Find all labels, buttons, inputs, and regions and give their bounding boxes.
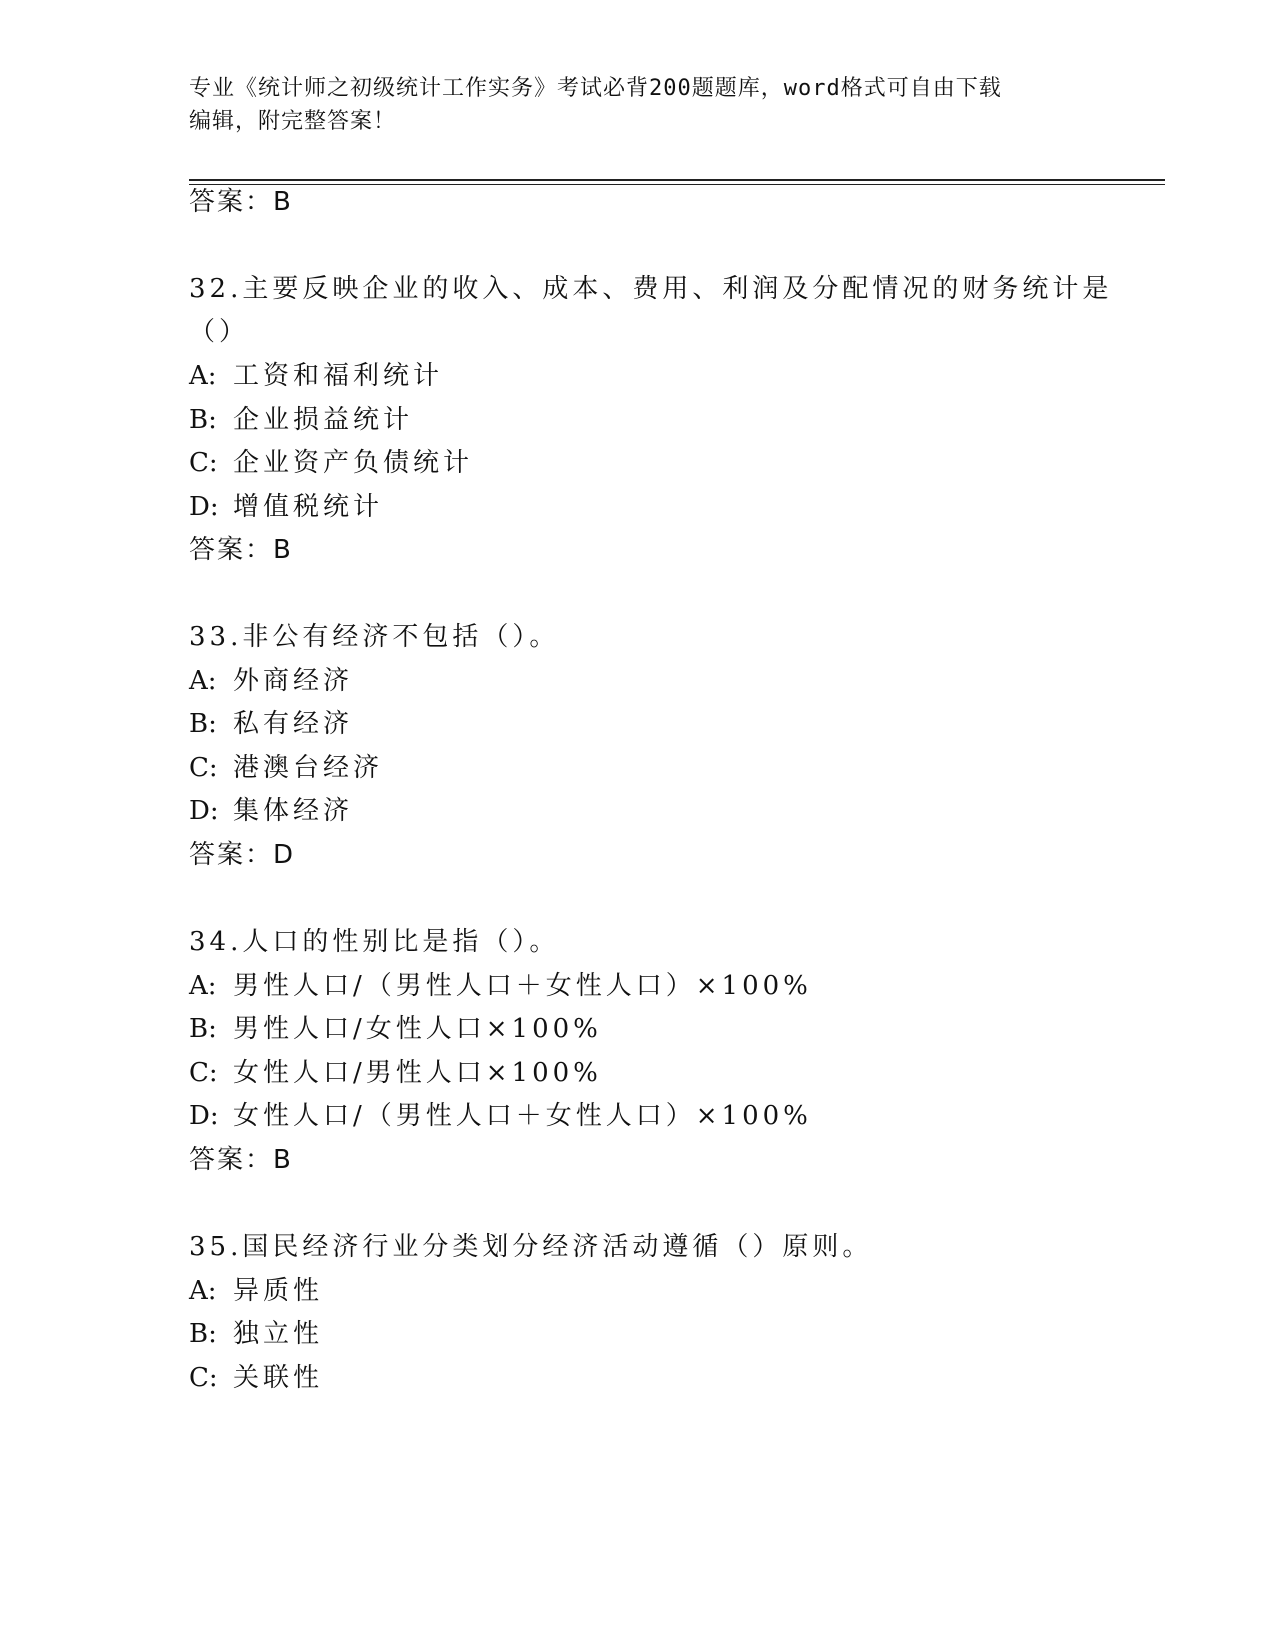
option-text: 独立性 xyxy=(233,1319,324,1349)
question-34-option-a xyxy=(189,968,812,1004)
question-32-option-a xyxy=(189,358,443,394)
page-header xyxy=(189,72,1089,138)
question-33-answer: 答案：D xyxy=(189,840,296,870)
question-32-answer: 答案：B xyxy=(189,535,293,565)
option-letter: B: xyxy=(189,405,217,435)
option-letter: A: xyxy=(189,361,217,391)
option-text: 港澳台经济 xyxy=(233,753,384,783)
question-34-answer: 答案：B xyxy=(189,1145,293,1175)
option-letter: A: xyxy=(189,971,217,1001)
option-text: 男性人口/（男性人口＋女性人口）×100% xyxy=(233,971,812,1001)
header-line-2: 编辑，附完整答案！ xyxy=(189,109,397,134)
option-letter: B: xyxy=(189,1014,217,1044)
option-text: 集体经济 xyxy=(233,796,354,826)
question-34-option-b xyxy=(189,1011,602,1047)
option-letter: D: xyxy=(189,492,219,522)
option-letter: B: xyxy=(189,709,217,739)
header-divider-thin xyxy=(189,184,1165,185)
question-33-option-b xyxy=(189,706,353,742)
option-letter: B: xyxy=(189,1319,217,1349)
question-34-stem: 34.人口的性别比是指（）。 xyxy=(189,927,560,957)
question-34-option-d xyxy=(189,1098,812,1134)
question-32-option-b xyxy=(189,402,413,438)
question-33-option-c xyxy=(189,750,383,786)
option-letter: C: xyxy=(189,1363,218,1393)
question-34-option-c xyxy=(189,1055,602,1091)
option-letter: A: xyxy=(189,666,217,696)
question-33-option-a xyxy=(189,663,353,699)
option-text: 企业资产负债统计 xyxy=(233,448,474,478)
option-letter: C: xyxy=(189,753,218,783)
option-letter: A: xyxy=(189,1276,217,1306)
option-text: 企业损益统计 xyxy=(233,405,414,435)
header-divider-thick xyxy=(189,179,1165,181)
option-text: 工资和福利统计 xyxy=(233,361,444,391)
option-text: 女性人口/（男性人口＋女性人口）×100% xyxy=(233,1101,812,1131)
option-letter: C: xyxy=(189,1058,218,1088)
question-35-option-c xyxy=(189,1360,323,1396)
option-text: 私有经济 xyxy=(233,709,354,739)
option-text: 增值税统计 xyxy=(233,492,384,522)
question-32-stem-cont: （） xyxy=(189,317,250,347)
header-line-1: 专业《统计师之初级统计工作实务》考试必背200题题库，word格式可自由下载 xyxy=(189,76,1002,101)
question-35-option-b xyxy=(189,1316,323,1352)
question-32-stem: 32.主要反映企业的收入、成本、费用、利润及分配情况的财务统计是 xyxy=(189,274,1113,304)
question-33-stem: 33.非公有经济不包括（）。 xyxy=(189,622,560,652)
option-text: 外商经济 xyxy=(233,666,354,696)
option-letter: D: xyxy=(189,796,219,826)
question-35-option-a xyxy=(189,1273,323,1309)
option-text: 关联性 xyxy=(233,1363,324,1393)
option-letter: D: xyxy=(189,1101,219,1131)
question-32-option-c xyxy=(189,445,473,481)
option-letter: C: xyxy=(189,448,218,478)
option-text: 异质性 xyxy=(233,1276,324,1306)
option-text: 男性人口/女性人口×100% xyxy=(233,1014,602,1044)
question-32-option-d xyxy=(189,489,383,525)
option-text: 女性人口/男性人口×100% xyxy=(233,1058,602,1088)
question-33-option-d xyxy=(189,793,353,829)
question-35-stem: 35.国民经济行业分类划分经济活动遵循（）原则。 xyxy=(189,1232,873,1262)
prev-question-answer: 答案：B xyxy=(189,187,293,217)
